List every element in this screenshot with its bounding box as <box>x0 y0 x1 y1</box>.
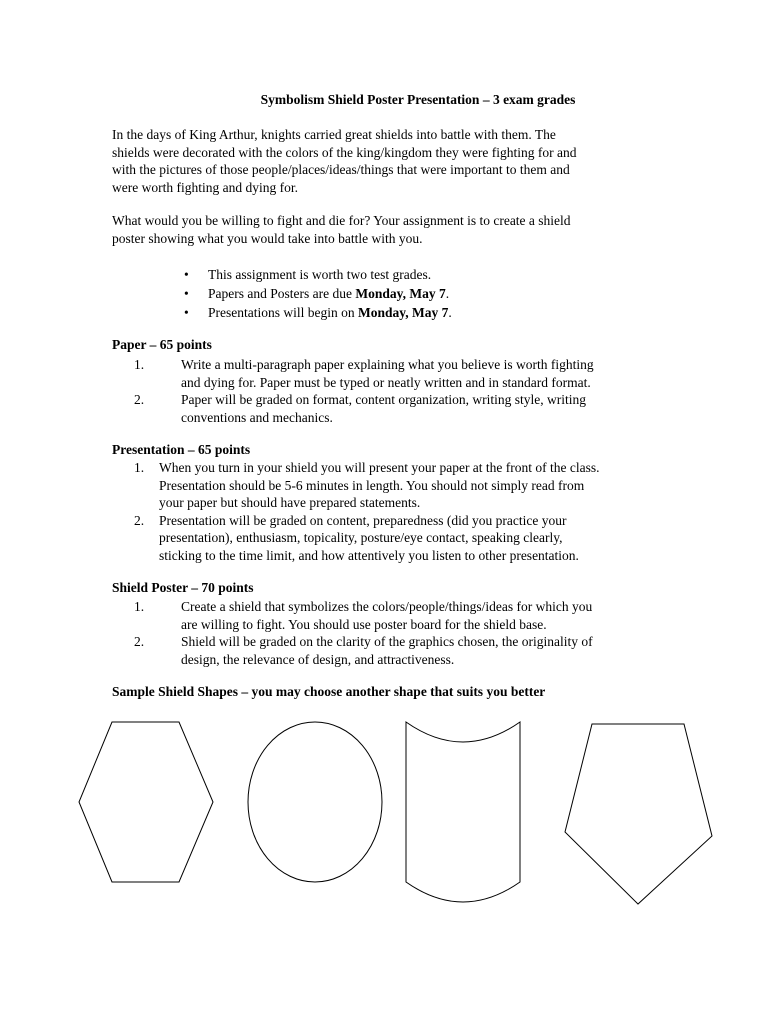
bullet-text: Presentations will begin on <box>208 305 358 320</box>
item-number: 2. <box>134 512 145 528</box>
item-line: Paper will be graded on format, content organization, writing style, writing <box>181 392 587 407</box>
item-line: design, the relevance of design, and attractiveness. <box>181 651 455 667</box>
assignment-line: What would you be willing to fight and die for? Your assignment is to create a shield <box>112 213 571 228</box>
pentagon-shield-icon <box>565 724 712 904</box>
presentation-requirements <box>112 459 672 564</box>
presentation-heading: Presentation – 65 points <box>112 442 251 457</box>
poster-heading: Shield Poster – 70 points <box>112 580 254 595</box>
item-line: Shield will be graded on the clarity of the graphics chosen, the originality of <box>181 634 593 649</box>
item-line: sticking to the time limit, and how attentively you listen to other presentation. <box>159 547 579 563</box>
bullet-icon: • <box>184 305 189 320</box>
due-date: Monday, May 7 <box>355 286 446 301</box>
list-item <box>112 391 672 426</box>
bullet-text: Papers and Posters are due <box>208 286 356 301</box>
sample-shield-shapes <box>0 700 768 920</box>
key-dates-list <box>184 265 452 322</box>
item-line: and dying for. Paper must be typed or neatly written and in standard format. <box>181 374 591 390</box>
list-item <box>184 284 452 303</box>
document-title: Symbolism Shield Poster Presentation – 3 exam grades <box>260 92 576 107</box>
item-line: Presentation will be graded on content, preparedness (did you practice your <box>159 512 567 528</box>
intro-line: with the pictures of those people/places/ideas/things that were important to them and <box>112 162 570 177</box>
item-line: are willing to fight. You should use poster board for the shield base. <box>181 616 547 632</box>
intro-line: were worth fighting and dying for. <box>112 179 298 195</box>
item-number: 1. <box>134 599 145 614</box>
item-number: 1. <box>134 357 145 372</box>
list-item <box>184 265 452 284</box>
list-item <box>112 598 672 633</box>
list-item <box>112 459 672 512</box>
assignment-paragraph <box>112 212 642 247</box>
oval-shield-icon <box>248 722 382 882</box>
item-line: When you turn in your shield you will present your paper at the front of the class. <box>159 460 600 475</box>
intro-line: shields were decorated with the colors of the king/kingdom they were fighting for and <box>112 144 577 160</box>
presentation-date: Monday, May 7 <box>357 305 449 320</box>
paper-requirements <box>112 356 672 426</box>
item-number: 2. <box>134 392 145 407</box>
item-number: 2. <box>134 634 145 649</box>
hexagon-shield-icon <box>79 722 213 882</box>
bullet-text: This assignment is worth two test grades. <box>208 267 432 282</box>
item-line: presentation), enthusiasm, topicality, posture/eye contact, speaking clearly, <box>159 530 563 545</box>
intro-line: In the days of King Arthur, knights carried great shields into battle with them. The <box>112 127 556 142</box>
item-line: Create a shield that symbolizes the colors/people/things/ideas for which you <box>181 599 593 614</box>
bullet-text-end: . <box>445 286 450 301</box>
sample-shapes-heading: Sample Shield Shapes – you may choose another shape that suits you better <box>112 684 546 699</box>
list-item <box>112 356 672 391</box>
list-item <box>112 512 672 565</box>
item-line: your paper but should have prepared statements. <box>159 495 421 510</box>
poster-requirements <box>112 598 672 668</box>
list-item <box>184 303 452 322</box>
bullet-icon: • <box>184 286 189 301</box>
item-line: Presentation should be 5-6 minutes in length. You should not simply read from <box>159 477 585 493</box>
curved-rectangle-shield-icon <box>406 722 520 902</box>
item-line: conventions and mechanics. <box>181 409 333 425</box>
assignment-line: poster showing what you would take into battle with you. <box>112 230 423 246</box>
bullet-text-end: . <box>448 305 452 320</box>
item-line: Write a multi-paragraph paper explaining what you believe is worth fighting <box>181 357 594 372</box>
paper-heading: Paper – 65 points <box>112 337 212 352</box>
bullet-icon: • <box>184 267 189 282</box>
item-number: 1. <box>134 460 145 475</box>
intro-paragraph <box>112 126 642 196</box>
list-item <box>112 633 672 668</box>
